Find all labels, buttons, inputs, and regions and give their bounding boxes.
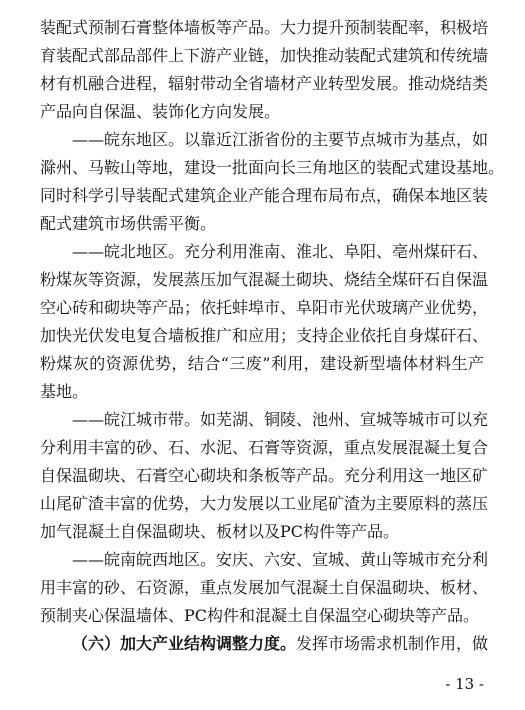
page-number: - 13 - [445,675,484,693]
text-line: 山尾矿渣丰富的优势，大力发展以工业尾矿渣为主要原料的蒸压 [40,494,489,513]
text-line: 自保温砌块、石膏空心砌块和条板等产品。充分利用这一地区矿 [40,466,489,485]
text-line: 分利用丰富的砂、石、水泥、石膏等资源，重点发展混凝土复合 [40,438,489,457]
text-run: 发挥市场需求机制作用，做 [296,634,489,653]
text-line: 产品向自保温、装饰化方向发展。 [40,102,281,121]
text-line: 材有机融合进程，辐射带动全省墙材产业转型发展。推动烧结类 [40,74,489,93]
text-line: 加气混凝土自保温砌块、板材以及PC构件等产品。 [40,522,400,541]
text-line: 育装配式部品部件上下游产业链，加快推动装配式建筑和传统墙 [40,46,489,65]
text-line: 滁州、马鞍山等地，建设一批面向长三角地区的装配式建设基地。 [40,158,505,177]
section-heading-line [72,630,489,658]
text-line: 空心砖和砌块等产品；依托蚌埠市、阜阳市光伏玻璃产业优势， [40,298,489,317]
text-line: ——皖东地区。以靠近江浙省份的主要节点城市为基点，如 [72,130,489,149]
text-line: 装配式预制石膏整体墙板等产品。大力提升预制装配率，积极培 [40,18,489,37]
text-line: ——皖江城市带。如芜湖、铜陵、池州、宣城等城市可以充 [72,410,489,429]
text-line: 加快光伏发电复合墙板推广和应用；支持企业依托自身煤矸石、 [40,326,489,345]
text-line: 预制夹心保温墙体、PC构件和混凝土自保温空心砌块等产品。 [40,606,480,625]
text-line: 粉煤灰等资源，发展蒸压加气混凝土砌块、烧结全煤矸石自保温 [40,270,489,289]
section-heading: （六）加大产业结构调整力度。 [72,634,297,653]
text-line: 同时科学引导装配式建筑企业产能合理布局布点，确保本地区装 [40,186,489,205]
text-line: 粉煤灰的资源优势，结合“三废”利用，建设新型墙体材料生产 [40,354,484,373]
text-line: 用丰富的砂、石资源，重点发展加气混凝土自保温砌块、板材、 [40,578,489,597]
text-line: 基地。 [40,382,89,401]
text-line: ——皖南皖西地区。安庆、六安、宣城、黄山等城市充分利 [72,550,489,569]
text-line: 配式建筑市场供需平衡。 [40,214,217,233]
text-line: ——皖北地区。充分利用淮南、淮北、阜阳、亳州煤矸石、 [72,242,489,261]
